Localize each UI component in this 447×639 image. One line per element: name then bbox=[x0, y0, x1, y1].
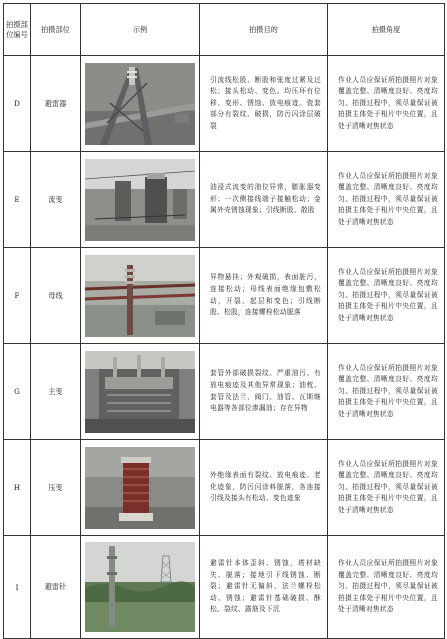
header-code: 拍摄部位编号 bbox=[4, 4, 31, 56]
header-purpose: 拍摄目的 bbox=[200, 4, 328, 56]
voltage-transformer-photo bbox=[85, 447, 195, 529]
table-row bbox=[4, 344, 445, 440]
row-purpose: 套管外部破损裂纹、严重油污、有放电痕迹及其他异常现象；油枕、套管及法兰、阀门、油管、瓦斯继电器等各部位渗漏油；存在异物 bbox=[200, 344, 328, 440]
row-part: 压变 bbox=[31, 440, 81, 536]
row-part: 母线 bbox=[31, 248, 81, 344]
current-transformer-photo bbox=[85, 159, 195, 241]
row-angle: 作业人员应保证所拍摄照片对象覆盖完整、清晰度良好、亮度均匀。拍摄过程中，须尽量保证被拍摄主体处于相片中央位置，且处于清晰对焦状态 bbox=[328, 536, 445, 639]
table-header-row bbox=[4, 4, 445, 56]
row-code: E bbox=[4, 152, 31, 248]
row-purpose: 避雷针本体歪斜、锈蚀，塔材缺失、脱落；接地引下线锈蚀、断裂；避雷针无偏斜，法兰螺栓松动、锈蚀；避雷针基础破损、酥松、裂纹、露筋及下沉 bbox=[200, 536, 328, 639]
row-angle: 作业人员应保证所拍摄照片对象覆盖完整、清晰度良好、亮度均匀。拍摄过程中，须尽量保证被拍摄主体处于相片中央位置，且处于清晰对焦状态 bbox=[328, 248, 445, 344]
table-row bbox=[4, 248, 445, 344]
table-row bbox=[4, 536, 445, 639]
row-code: H bbox=[4, 440, 31, 536]
table-row bbox=[4, 56, 445, 152]
row-purpose: 异物悬挂；外观破损，表面脏污，连接松动；母线表面绝缘包敷松动，开裂、起层和变色；引线断股、松股，连接螺栓松动脱落 bbox=[200, 248, 328, 344]
row-part: 避雷针 bbox=[31, 536, 81, 639]
row-purpose: 外绝缘表面有裂纹、放电痕迹、老化迹象，防污闪涂料脱落，各连接引线及接头有松动、变色迹象 bbox=[200, 440, 328, 536]
inspection-photo-table bbox=[3, 3, 445, 639]
header-angle: 拍摄角度 bbox=[328, 4, 445, 56]
header-part: 拍摄部位 bbox=[31, 4, 81, 56]
surge-arrester-photo bbox=[85, 63, 195, 145]
row-angle: 作业人员应保证所拍摄照片对象覆盖完整、清晰度良好、亮度均匀。拍摄过程中，须尽量保证被拍摄主体处于相片中央位置，且处于清晰对焦状态 bbox=[328, 152, 445, 248]
row-part: 避雷器 bbox=[31, 56, 81, 152]
row-angle: 作业人员应保证所拍摄照片对象覆盖完整、清晰度良好、亮度均匀。拍摄过程中，须尽量保证被拍摄主体处于相片中央位置，且处于清晰对焦状态 bbox=[328, 440, 445, 536]
row-purpose: 油浸式流变的油位异常，膨胀器变形；一次侧接线端子接触松动；金属外壳锈蚀现象；引线断股、散股 bbox=[200, 152, 328, 248]
busbar-photo bbox=[85, 255, 195, 337]
row-code: D bbox=[4, 56, 31, 152]
lightning-rod-photo bbox=[85, 542, 195, 632]
main-transformer-photo bbox=[85, 351, 195, 433]
row-angle: 作业人员应保证所拍摄照片对象覆盖完整、清晰度良好、亮度均匀。拍摄过程中，须尽量保证被拍摄主体处于相片中央位置，且处于清晰对焦状态 bbox=[328, 56, 445, 152]
row-angle: 作业人员应保证所拍摄照片对象覆盖完整、清晰度良好、亮度均匀。拍摄过程中，须尽量保证被拍摄主体处于相片中央位置，且处于清晰对焦状态 bbox=[328, 344, 445, 440]
row-code: I bbox=[4, 536, 31, 639]
row-purpose: 引流线松股、断股和张度过紧及过松；接头松动、变色。均压环有位移、变形、锈蚀、放电痕迹。瓷套部分有裂纹、破损，防污闪涂层破裂 bbox=[200, 56, 328, 152]
header-example: 示例 bbox=[81, 4, 200, 56]
row-part: 流变 bbox=[31, 152, 81, 248]
table-row bbox=[4, 152, 445, 248]
row-code: G bbox=[4, 344, 31, 440]
row-code: F bbox=[4, 248, 31, 344]
row-part: 主变 bbox=[31, 344, 81, 440]
table-row bbox=[4, 440, 445, 536]
